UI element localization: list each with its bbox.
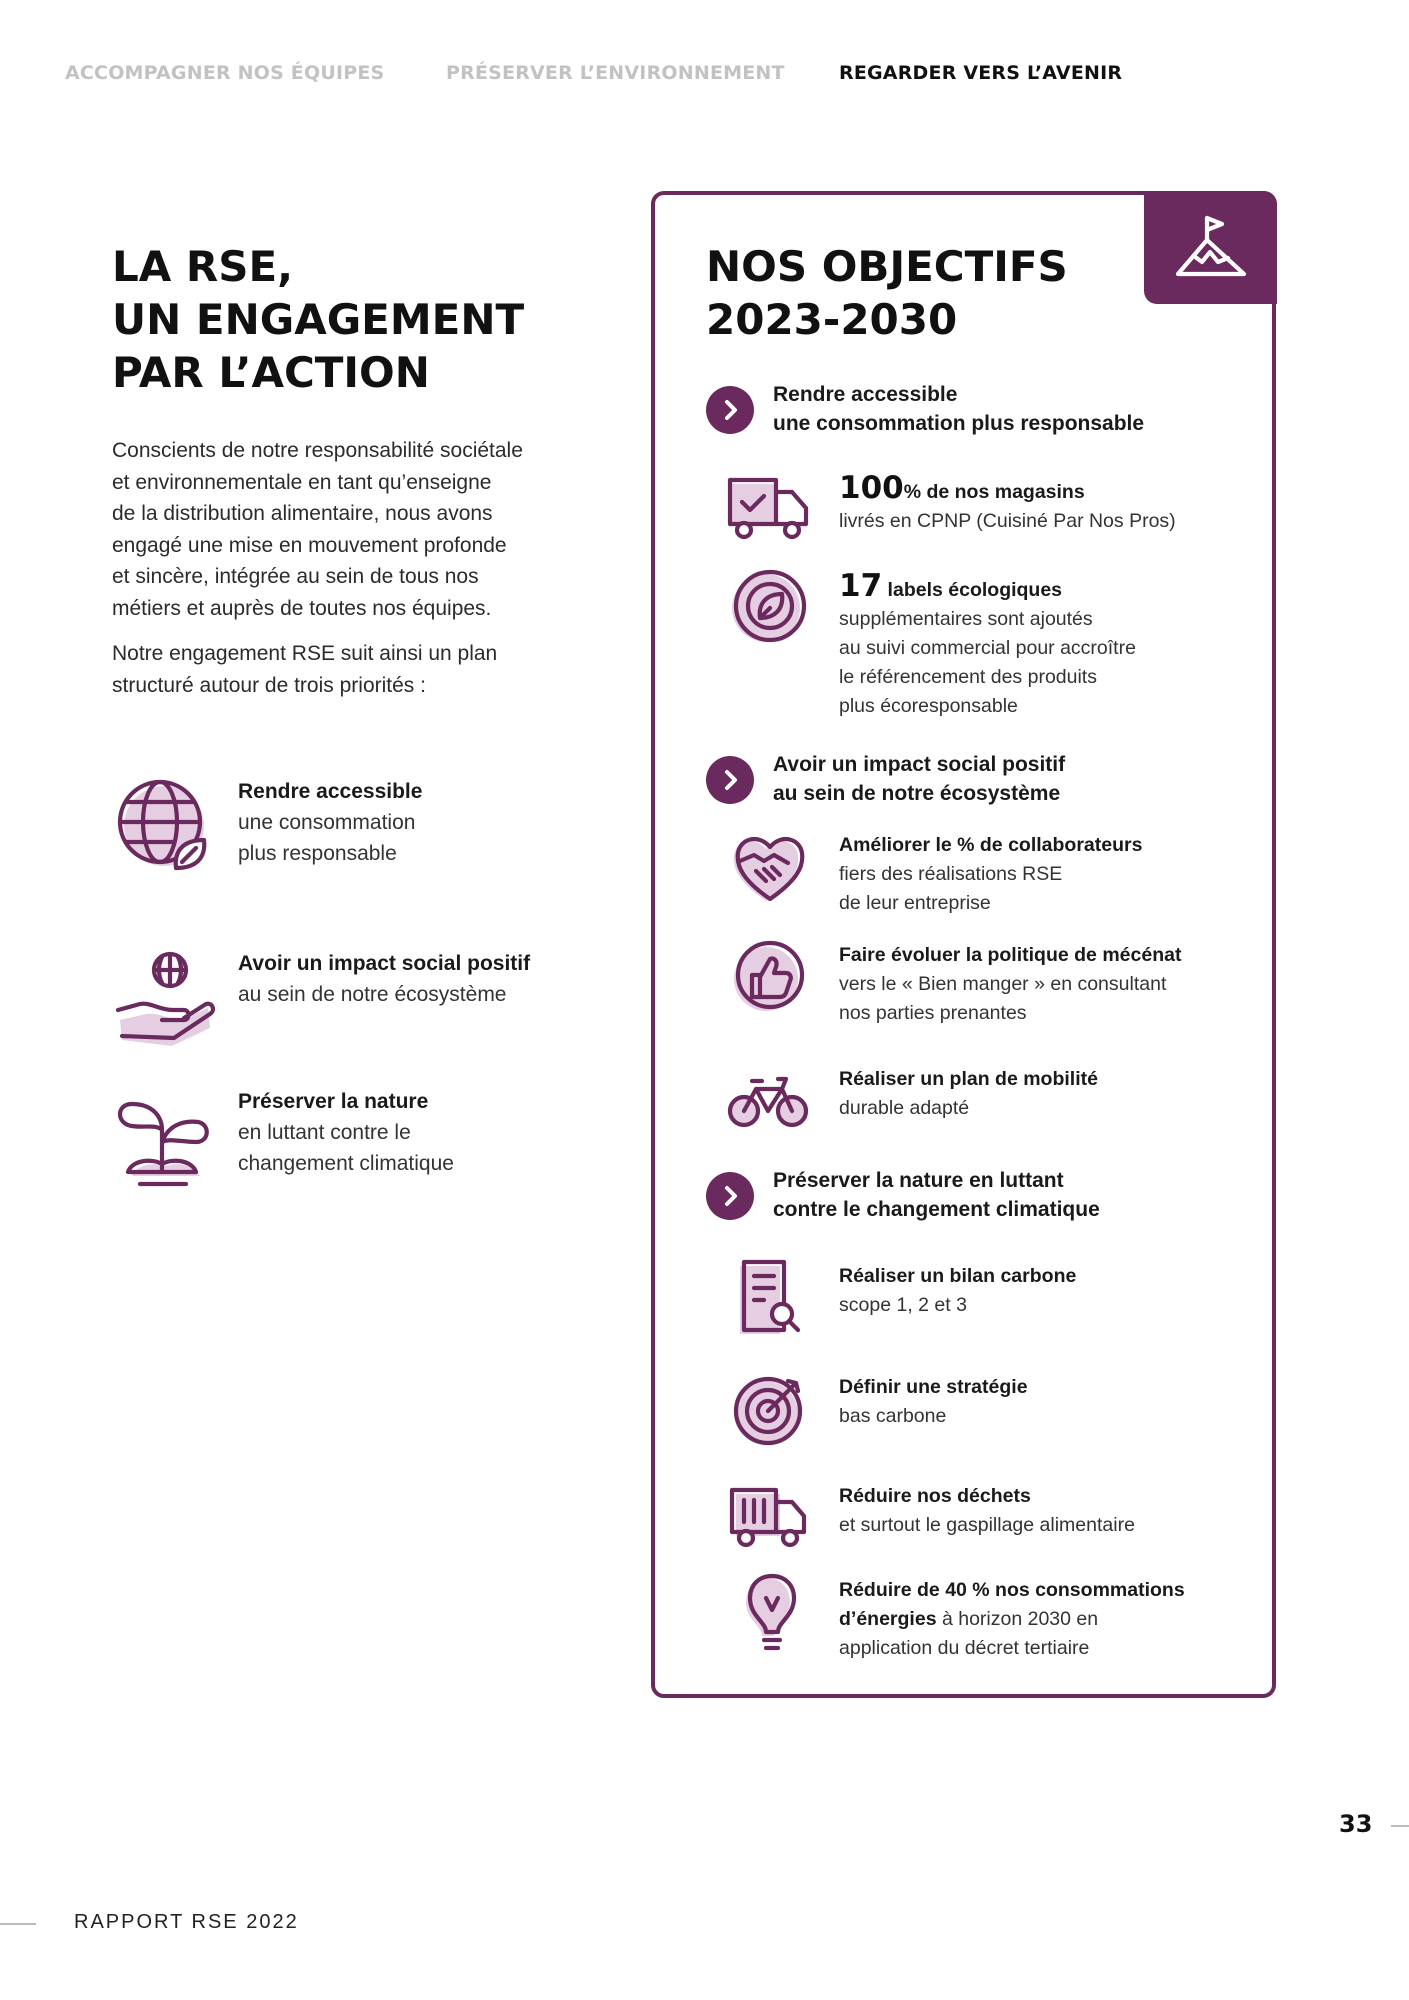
priority-line: changement climatique bbox=[238, 1152, 454, 1175]
intro-line: et environnementale en tant qu’enseigne bbox=[112, 470, 492, 494]
section-title-line: Avoir un impact social positif bbox=[773, 753, 1066, 776]
footer-rule bbox=[0, 1923, 36, 1925]
objective-text bbox=[839, 831, 1142, 918]
objective-text bbox=[839, 470, 1176, 536]
objective-line: livrés en CPNP (Cuisiné Par Nos Pros) bbox=[839, 510, 1176, 532]
objectives-title bbox=[706, 240, 1068, 346]
objective-title-part: d’énergies bbox=[839, 1608, 937, 1630]
intro-line: métiers et auprès de toutes nos équipes. bbox=[112, 596, 492, 620]
objective-line: au suivi commercial pour accroître bbox=[839, 637, 1136, 659]
section-title bbox=[773, 380, 1144, 438]
objective-text bbox=[839, 568, 1136, 721]
intro-line: structuré autour de trois priorités : bbox=[112, 673, 426, 697]
delivery-truck-icon bbox=[726, 468, 812, 554]
objectives-badge bbox=[1144, 191, 1277, 304]
priority-line: en luttant contre le bbox=[238, 1121, 411, 1144]
footer-label: RAPPORT RSE 2022 bbox=[74, 1911, 299, 1933]
bicycle-icon bbox=[726, 1059, 812, 1145]
objective-title: labels écologiques bbox=[882, 579, 1063, 601]
priority-line: plus responsable bbox=[238, 842, 397, 865]
intro-line: Notre engagement RSE suit ainsi un plan bbox=[112, 642, 498, 665]
thumbs-up-icon bbox=[726, 935, 812, 1021]
page-number-rule bbox=[1391, 1825, 1409, 1827]
objective-title: Réduire de 40 % nos consommations bbox=[839, 1579, 1185, 1601]
priority-line: une consommation bbox=[238, 811, 416, 834]
objective-line: scope 1, 2 et 3 bbox=[839, 1294, 967, 1316]
eco-leaf-icon bbox=[726, 566, 812, 652]
left-title bbox=[112, 240, 524, 399]
objective-line: vers le « Bien manger » en consultant bbox=[839, 973, 1167, 995]
left-title-line: UN ENGAGEMENT bbox=[112, 295, 525, 344]
objective-text bbox=[839, 1482, 1135, 1540]
objective-line: nos parties prenantes bbox=[839, 1002, 1027, 1024]
intro-paragraph-1 bbox=[112, 435, 572, 624]
priority-title: Avoir un impact social positif bbox=[238, 952, 531, 975]
objective-line: de leur entreprise bbox=[839, 892, 991, 914]
nav-tab-preserver[interactable]: PRÉSERVER L’ENVIRONNEMENT bbox=[446, 62, 785, 84]
objective-number: 100 bbox=[839, 470, 904, 506]
section-title-line: Rendre accessible bbox=[773, 383, 958, 406]
section-accessible bbox=[706, 380, 1226, 440]
top-nav bbox=[0, 62, 1409, 92]
objectives-title-line: NOS OBJECTIFS bbox=[706, 242, 1068, 291]
priority-text bbox=[238, 776, 422, 869]
objective-text bbox=[839, 1065, 1098, 1123]
objective-title: % de nos magasins bbox=[903, 481, 1085, 503]
nav-tab-avenir[interactable]: REGARDER VERS L’AVENIR bbox=[839, 62, 1123, 84]
heart-handshake-icon bbox=[726, 825, 812, 911]
waste-truck-icon bbox=[726, 1476, 812, 1562]
objective-line: bas carbone bbox=[839, 1405, 947, 1427]
section-title-line: Préserver la nature en luttant bbox=[773, 1169, 1064, 1192]
objective-line: supplémentaires sont ajoutés bbox=[839, 608, 1093, 630]
objective-line: application du décret tertiaire bbox=[839, 1637, 1090, 1659]
chevron-right-icon bbox=[706, 1172, 754, 1220]
priority-title: Préserver la nature bbox=[238, 1090, 429, 1113]
priority-title: Rendre accessible bbox=[238, 780, 423, 803]
priority-text bbox=[238, 948, 530, 1010]
objective-title: Faire évoluer la politique de mécénat bbox=[839, 944, 1182, 966]
intro-line: engagé une mise en mouvement profonde bbox=[112, 533, 507, 557]
section-title-line: contre le changement climatique bbox=[773, 1198, 1100, 1221]
intro-line: et sincère, intégrée au sein de tous nos bbox=[112, 565, 479, 588]
hand-globe-icon bbox=[112, 948, 218, 1054]
objective-line: fiers des réalisations RSE bbox=[839, 863, 1063, 885]
section-nature bbox=[706, 1166, 1226, 1226]
section-social bbox=[706, 750, 1226, 810]
left-title-line: LA RSE, bbox=[112, 242, 294, 291]
report-search-icon bbox=[726, 1256, 812, 1342]
objective-line: durable adapté bbox=[839, 1097, 970, 1119]
objective-text bbox=[839, 1262, 1076, 1320]
priority-line: au sein de notre écosystème bbox=[238, 983, 507, 1006]
section-title-line: une consommation plus responsable bbox=[773, 412, 1145, 435]
objective-line: le référencement des produits bbox=[839, 666, 1097, 688]
left-title-line: PAR L’ACTION bbox=[112, 348, 430, 397]
objective-text bbox=[839, 1373, 1028, 1431]
page-number: 33 bbox=[1339, 1810, 1373, 1838]
sprout-icon bbox=[112, 1086, 218, 1192]
priority-social bbox=[112, 948, 572, 1058]
chevron-right-icon bbox=[706, 386, 754, 434]
objective-line: et surtout le gaspillage alimentaire bbox=[839, 1514, 1135, 1536]
intro-line: de la distribution alimentaire, nous avons bbox=[112, 502, 493, 525]
intro-paragraph-2 bbox=[112, 638, 572, 701]
objective-title: Définir une stratégie bbox=[839, 1376, 1028, 1398]
nav-tab-accompagner[interactable]: ACCOMPAGNER NOS ÉQUIPES bbox=[65, 62, 385, 84]
section-title-line: au sein de notre écosystème bbox=[773, 782, 1061, 805]
objective-number: 17 bbox=[839, 568, 883, 604]
objective-title: Améliorer le % de collaborateurs bbox=[839, 834, 1143, 856]
section-title bbox=[773, 1166, 1100, 1224]
objective-text bbox=[839, 941, 1181, 1028]
intro-line: Conscients de notre responsabilité sociétale bbox=[112, 439, 523, 462]
chevron-right-icon bbox=[706, 756, 754, 804]
priority-nature bbox=[112, 1086, 572, 1196]
objective-text bbox=[839, 1576, 1185, 1663]
lightbulb-icon bbox=[726, 1570, 812, 1656]
section-title bbox=[773, 750, 1065, 808]
target-icon bbox=[726, 1367, 812, 1453]
objective-title: Réaliser un plan de mobilité bbox=[839, 1068, 1098, 1090]
globe-leaf-icon bbox=[112, 776, 218, 882]
priority-accessible bbox=[112, 776, 572, 886]
objectives-title-line: 2023-2030 bbox=[706, 295, 958, 344]
objective-title: Réaliser un bilan carbone bbox=[839, 1265, 1077, 1287]
objective-title: Réduire nos déchets bbox=[839, 1485, 1031, 1507]
objective-line: plus écoresponsable bbox=[839, 695, 1018, 717]
objective-line-part: à horizon 2030 en bbox=[936, 1608, 1099, 1630]
priority-text bbox=[238, 1086, 454, 1179]
mountain-flag-icon bbox=[1174, 210, 1248, 286]
